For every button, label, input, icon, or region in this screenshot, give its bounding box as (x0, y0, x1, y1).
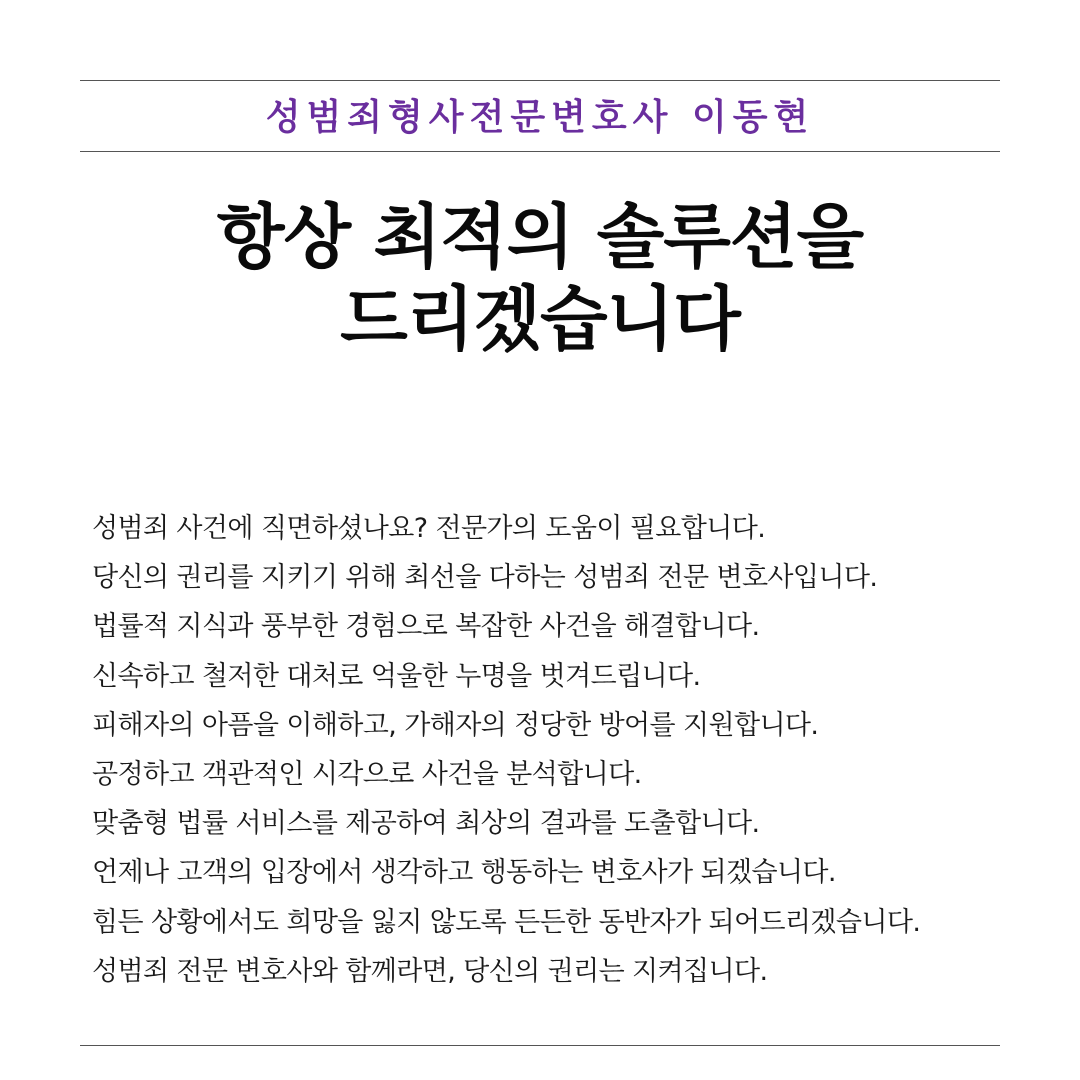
body-line: 공정하고 객관적인 시각으로 사건을 분석합니다. (92, 759, 642, 791)
body-line: 성범죄 사건에 직면하셨나요? 전문가의 도움이 필요합니다. (92, 513, 766, 544)
body-line: 맞춤형 법률 서비스를 제공하여 최상의 결과를 도출합니다. (92, 808, 760, 840)
body-line: 피해자의 아픔을 이해하고, 가해자의 정당한 방어를 지원합니다. (92, 709, 819, 741)
headline-line-2: 드리겠습니다 (340, 278, 740, 360)
subtitle-divider (80, 151, 1000, 152)
headline (0, 196, 1080, 360)
body-line: 힘든 상황에서도 희망을 잃지 않도록 든든한 동반자가 되어드리겠습니다. (92, 906, 921, 938)
body-line: 법률적 지식과 풍부한 경험으로 복잡한 사건을 해결합니다. (92, 611, 760, 643)
lawyer-subtitle: 성범죄형사전문변호사 이동현 (265, 97, 815, 138)
bottom-divider (80, 1045, 1000, 1046)
body-line: 당신의 권리를 지키기 위해 최선을 다하는 성범죄 전문 변호사입니다. (92, 562, 878, 594)
body-text-list (92, 504, 1032, 996)
top-divider (80, 80, 1000, 81)
headline-line-1: 항상 최적의 솔루션을 (216, 196, 864, 278)
body-line: 신속하고 철저한 대처로 억울한 누명을 벗겨드립니다. (92, 660, 701, 692)
body-line: 언제나 고객의 입장에서 생각하고 행동하는 변호사가 되겠습니다. (92, 857, 836, 889)
body-line: 성범죄 전문 변호사와 함께라면, 당신의 권리는 지켜집니다. (92, 955, 768, 987)
